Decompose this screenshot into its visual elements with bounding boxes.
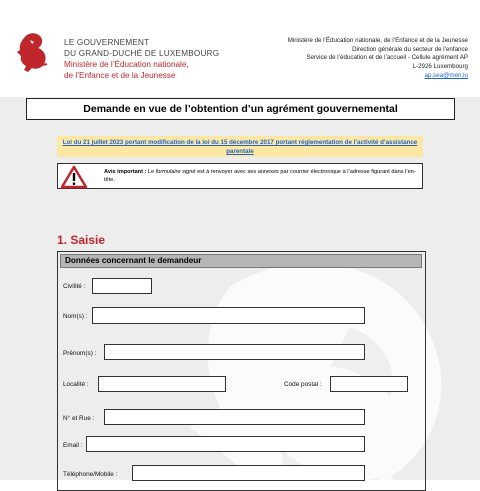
warning-triangle-icon [60, 165, 88, 189]
notice-label: Avis important : [104, 169, 147, 175]
page-title: Demande en vue de l’obtention d’un agrément gouvernemental [26, 98, 455, 120]
law-reference-link[interactable]: Loi du 21 juillet 2023 portant modification de la loi du 15 décembre 2017 portant réglementation de l’activité d’assistance parentale [57, 136, 423, 157]
code-postal-label: Code postal : [284, 381, 322, 388]
notice-text-before: Le [146, 169, 156, 175]
ministry-address [218, 37, 468, 81]
notice-text [104, 168, 420, 184]
gov-line-3: Ministère de l’Éducation nationale, [64, 60, 189, 69]
civilite-label: Civilité : [63, 283, 86, 290]
email-field[interactable] [86, 436, 365, 452]
ministry-line: Ministère de l’Éducation nationale, de l’Enfance et de la Jeunesse [287, 37, 468, 44]
nom-field[interactable] [92, 307, 365, 324]
telephone-field[interactable] [132, 465, 365, 481]
ministry-line: Service de l’éducation et de l’accueil - Cellule agrément AP [306, 54, 468, 62]
code-postal-field[interactable] [330, 376, 408, 392]
civilite-field[interactable] [92, 278, 152, 294]
section-title: 1. Saisie [57, 233, 106, 247]
prenom-field[interactable] [104, 344, 365, 360]
rue-field[interactable] [104, 409, 365, 425]
prenom-label: Prénom(s) : [63, 350, 97, 357]
gov-line-1: LE GOUVERNEMENT [64, 38, 150, 47]
telephone-label: Téléphone/Mobile : [63, 471, 118, 478]
red-lion-logo-icon [14, 30, 50, 74]
ministry-line: Direction générale du secteur de l’enfance [352, 45, 468, 53]
gov-line-4: de l’Enfance et de la Jeunesse [64, 71, 176, 80]
gov-line-2: DU GRAND-DUCHÉ DE LUXEMBOURG [64, 49, 220, 58]
applicant-form [57, 251, 426, 491]
important-notice [57, 163, 423, 189]
notice-emphasis: formulaire signé [155, 169, 196, 175]
form-section-header: Données concernant le demandeur [60, 254, 422, 268]
localite-label: Localité : [63, 381, 89, 388]
ministry-line: L-2926 Luxembourg [412, 63, 468, 71]
notice-text-after: est à renvoyer avec ses annexes par courrier électronique à l’adresse figurant dans l’en-tête. [104, 169, 416, 183]
government-wordmark [64, 37, 244, 81]
nom-label: Nom(s) : [63, 313, 88, 320]
document-header [0, 0, 480, 97]
email-label: Email : [63, 442, 83, 449]
contact-email-link[interactable]: ap.sea@men.lu [424, 71, 468, 79]
rue-label: N° et Rue : [63, 415, 95, 422]
localite-field[interactable] [98, 376, 226, 392]
